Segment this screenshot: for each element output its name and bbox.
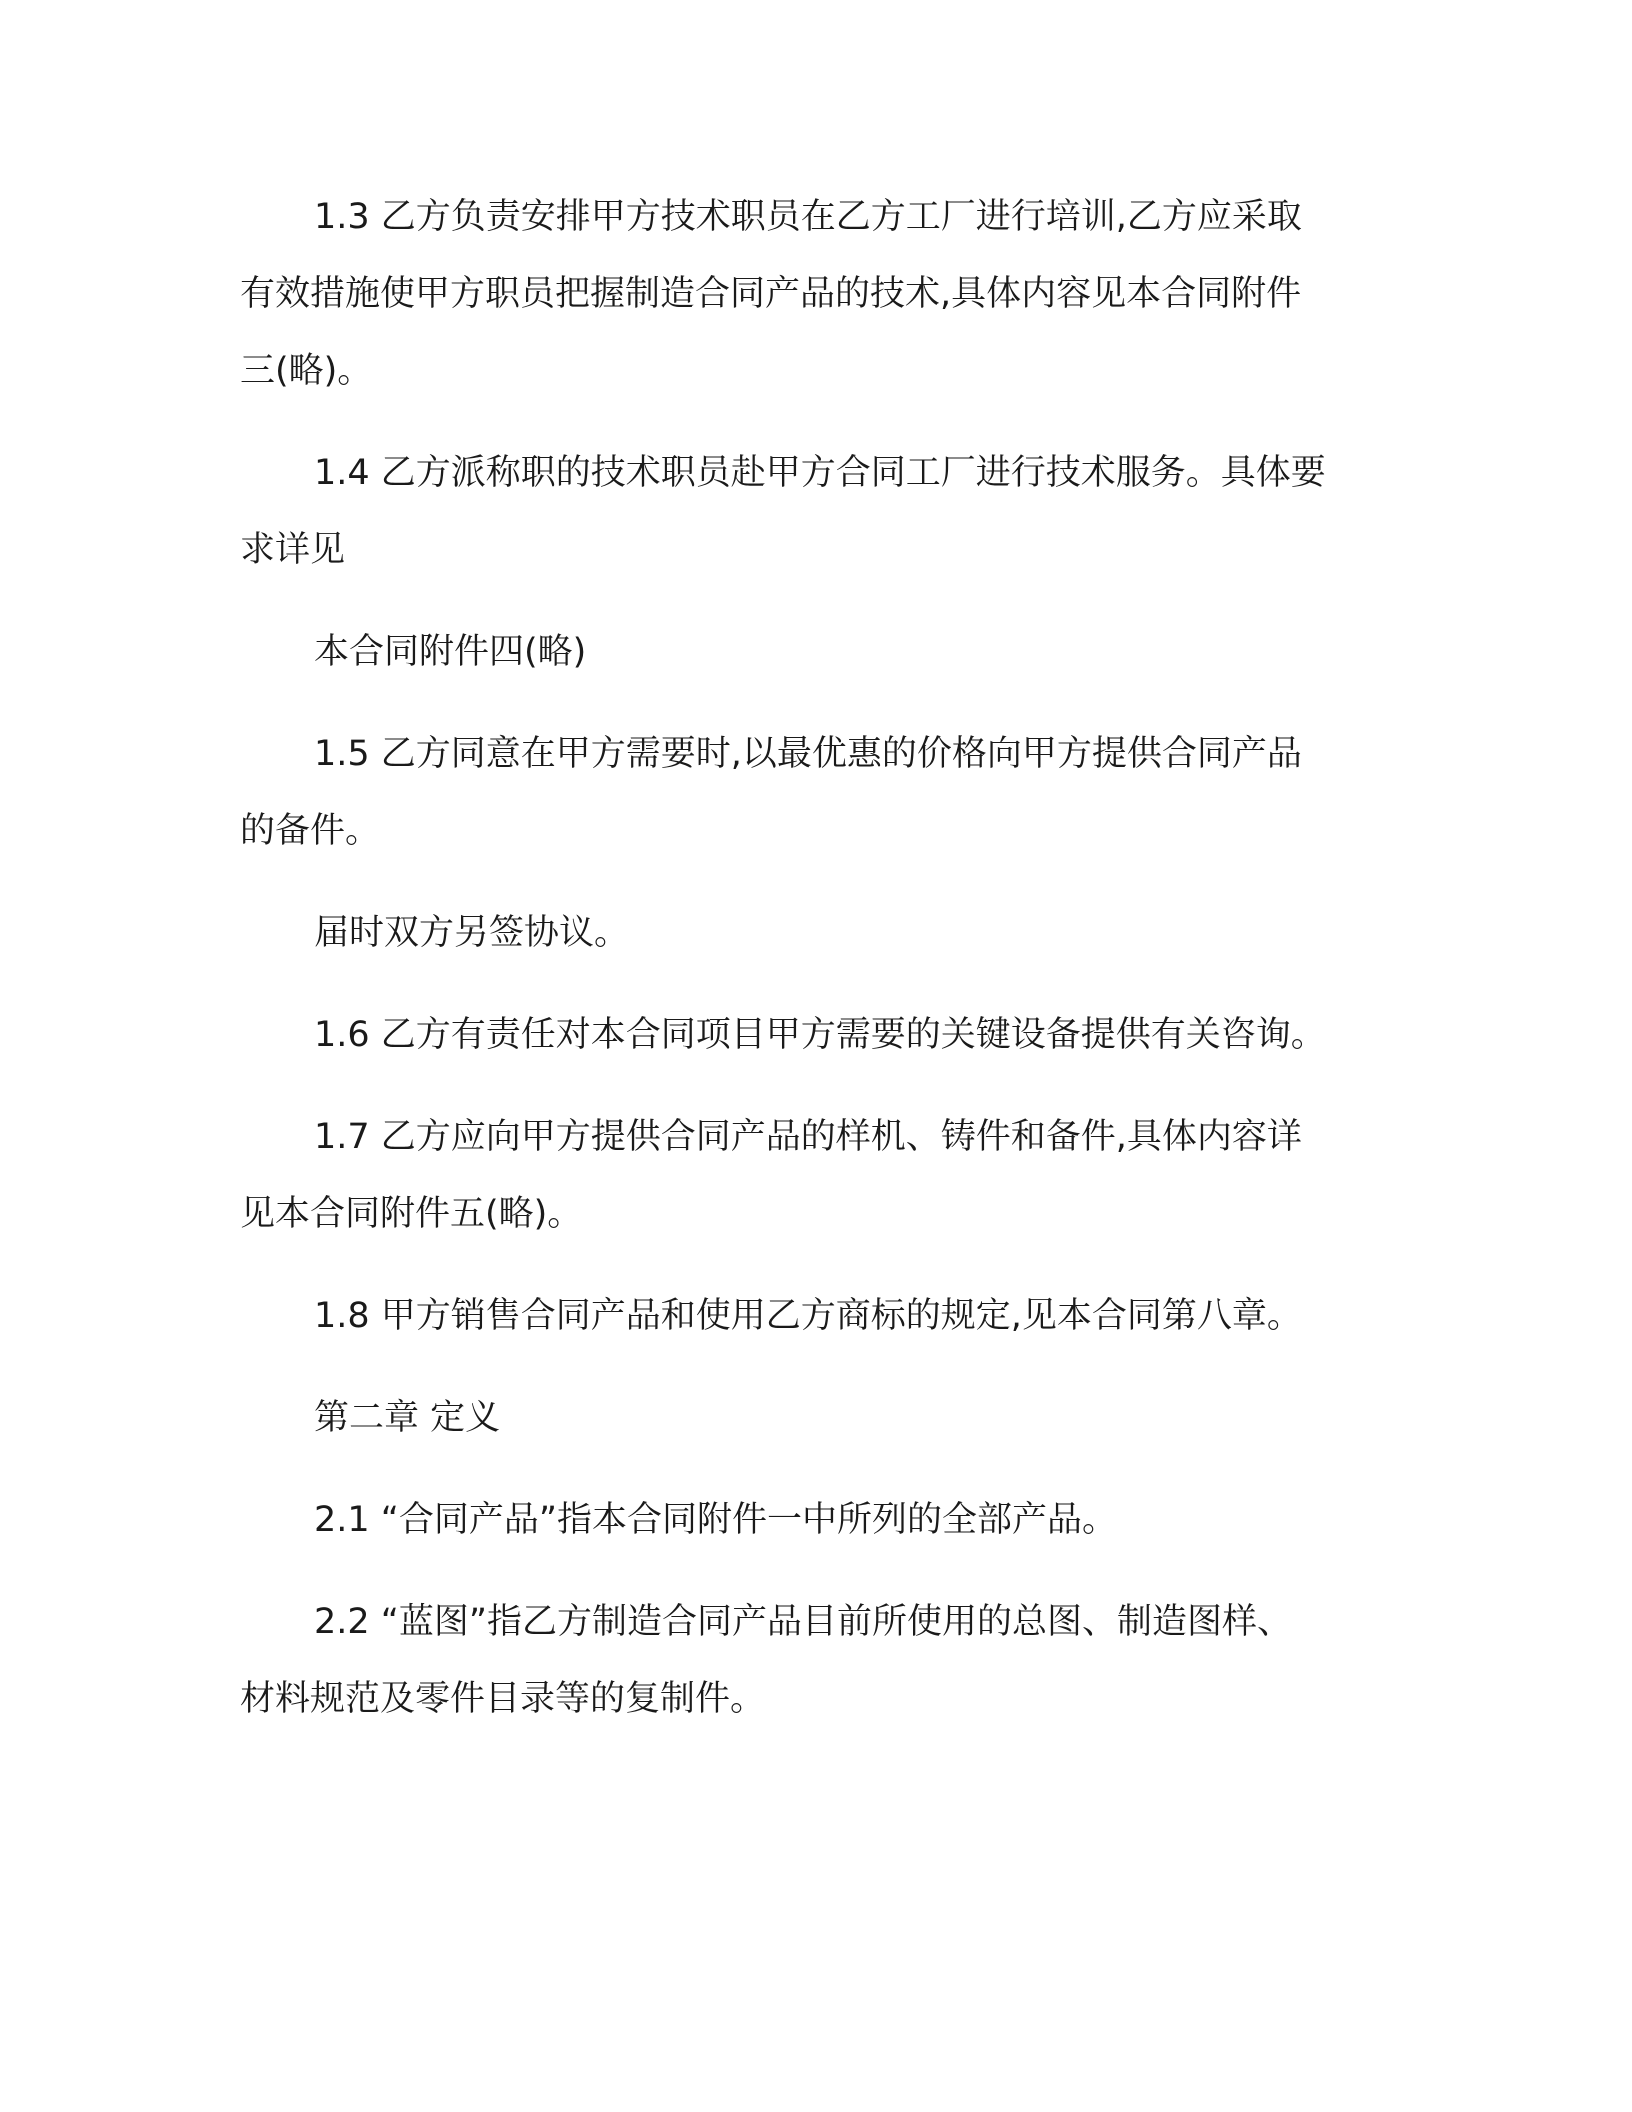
clause-1-3-line-1: 1.3 乙方负责安排甲方技术职员在乙方工厂进行培训,乙方应采取 (314, 197, 1302, 237)
clause-1-3-line-2: 有效措施使甲方职员把握制造合同产品的技术,具体内容见本合同附件 (240, 274, 1302, 314)
clause-2-2-line-1: 2.2 “蓝图”指乙方制造合同产品目前所使用的总图、制造图样、 (314, 1602, 1293, 1642)
clause-1-5-line-2: 的备件。 (240, 811, 381, 851)
clause-1-3-line-3: 三(略)。 (240, 351, 373, 391)
clause-1-5-agreement-line: 届时双方另签协议。 (314, 913, 630, 953)
clause-1-8-line: 1.8 甲方销售合同产品和使用乙方商标的规定,见本合同第八章。 (314, 1296, 1302, 1336)
chapter-2-heading: 第二章 定义 (314, 1398, 501, 1438)
clause-2-1-line: 2.1 “合同产品”指本合同附件一中所列的全部产品。 (314, 1500, 1118, 1540)
clause-1-6-line: 1.6 乙方有责任对本合同项目甲方需要的关键设备提供有关咨询。 (314, 1015, 1326, 1055)
clause-1-5-line-1: 1.5 乙方同意在甲方需要时,以最优惠的价格向甲方提供合同产品 (314, 734, 1302, 774)
clause-1-7-line-2: 见本合同附件五(略)。 (240, 1194, 583, 1234)
clause-1-4-appendix-line: 本合同附件四(略) (314, 632, 587, 672)
clause-2-2-line-2: 材料规范及零件目录等的复制件。 (240, 1679, 766, 1719)
clause-1-4-line-2: 求详见 (240, 530, 346, 570)
clause-1-7-line-1: 1.7 乙方应向甲方提供合同产品的样机、铸件和备件,具体内容详 (314, 1117, 1302, 1157)
clause-1-4-line-1: 1.4 乙方派称职的技术职员赴甲方合同工厂进行技术服务。具体要 (314, 453, 1326, 493)
